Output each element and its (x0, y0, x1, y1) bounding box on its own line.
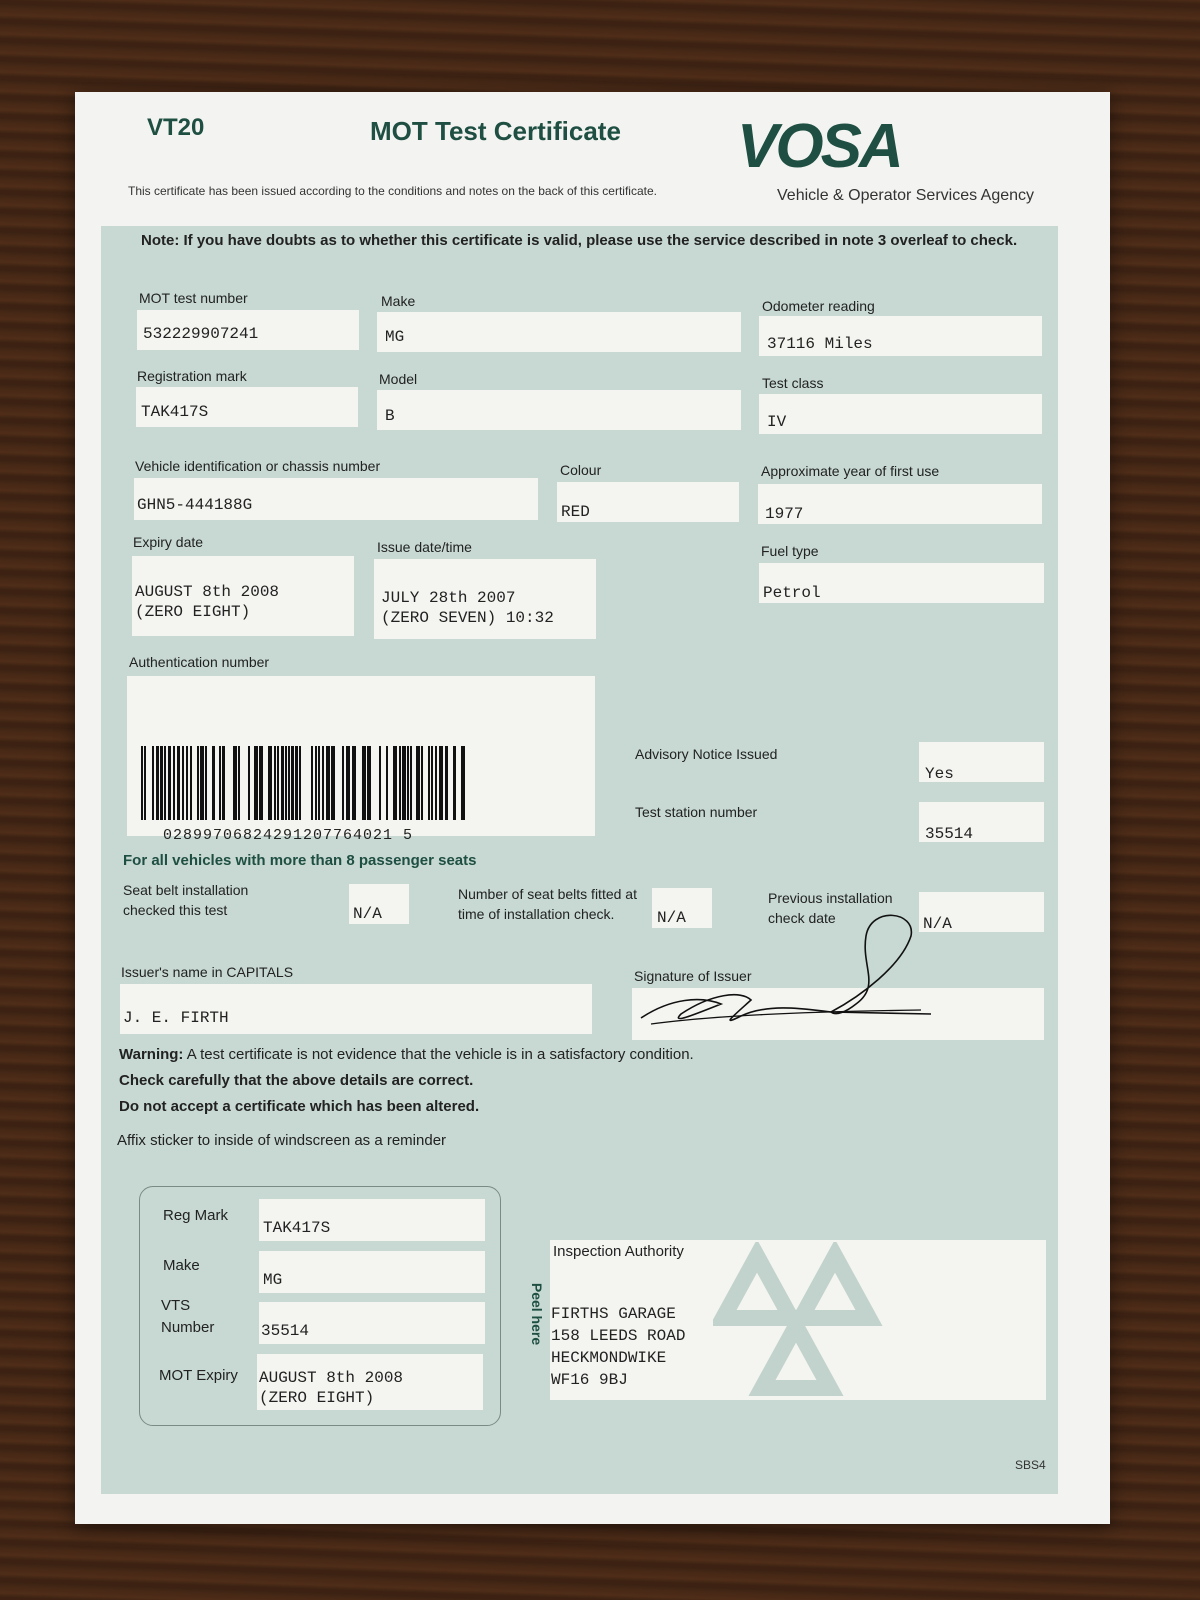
certificate-conditions-text: This certificate has been issued according to the conditions and notes on the back of this certificate. (128, 184, 657, 198)
barcode-bar (291, 746, 294, 820)
make-field (377, 312, 741, 352)
mot-test-number-label: MOT test number (139, 290, 248, 306)
barcode-number: 02899706824291207764021 5 (163, 827, 414, 844)
barcode-bar (197, 746, 199, 820)
issue-label: Issue date/time (377, 539, 472, 555)
authentication-barcode (141, 746, 471, 824)
sticker-reg-label: Reg Mark (163, 1207, 229, 1224)
colour-value: RED (561, 503, 590, 521)
barcode-bar (431, 746, 433, 820)
issuer-name-value: J. E. FIRTH (123, 1009, 229, 1027)
belts-fitted-value: N/A (657, 909, 686, 927)
test-station-label: Test station number (635, 804, 758, 820)
issuer-name-label: Issuer's name in CAPITALS (121, 964, 294, 980)
warning-text: A test certificate is not evidence that the vehicle is in a satisfactory condition. (186, 1046, 694, 1063)
inspection-line4: WF16 9BJ (551, 1371, 628, 1389)
barcode-bar (379, 746, 381, 820)
colour-label: Colour (560, 462, 602, 478)
barcode-bar (416, 746, 420, 820)
barcode-bar (461, 746, 465, 820)
model-label: Model (379, 371, 418, 387)
test-class-label: Test class (762, 375, 824, 391)
inspection-line2: 158 LEEDS ROAD (551, 1327, 686, 1345)
barcode-bar (428, 746, 430, 820)
barcode-bar (248, 746, 250, 820)
odometer-label: Odometer reading (762, 298, 875, 314)
test-class-value: IV (767, 413, 787, 431)
seat-belt-checked-value: N/A (353, 905, 382, 923)
barcode-bar (393, 746, 397, 820)
barcode-bar (259, 746, 263, 820)
barcode-bar (164, 746, 166, 820)
barcode-bar (190, 746, 192, 820)
odometer-value: 37116 Miles (767, 335, 873, 353)
test-class-field (759, 394, 1042, 434)
barcode-bar (186, 746, 188, 820)
vosa-logo: VOSA (737, 112, 901, 181)
expiry-line2: (ZERO EIGHT) (135, 603, 251, 621)
barcode-bar (315, 746, 317, 820)
barcode-bar (173, 746, 175, 820)
barcode-bar (410, 746, 412, 820)
barcode-bar (311, 746, 313, 820)
warning-line2: Check carefully that the above details are correct. (119, 1072, 474, 1089)
barcode-bar (254, 746, 258, 820)
registration-label: Registration mark (137, 368, 247, 384)
previous-check-value: N/A (923, 915, 952, 933)
previous-check-label-line2: check date (768, 910, 836, 926)
barcode-bar (177, 746, 180, 820)
barcode-bar (168, 746, 171, 820)
warning-lead: Warning: (119, 1046, 184, 1063)
barcode-bar (322, 746, 324, 820)
sticker-make-label: Make (163, 1257, 200, 1274)
certificate-panel (101, 226, 1058, 1494)
sticker-expiry-label: MOT Expiry (159, 1367, 238, 1384)
barcode-bar (160, 746, 163, 820)
sticker-make-field (259, 1251, 485, 1293)
barcode-bar (435, 746, 437, 820)
barcode-bar (342, 746, 344, 820)
barcode-bar (144, 746, 146, 820)
barcode-bar (288, 746, 290, 820)
barcode-bar (362, 746, 366, 820)
barcode-bar (205, 746, 207, 820)
make-value: MG (385, 328, 405, 346)
barcode-bar (281, 746, 284, 820)
model-value: B (385, 407, 395, 425)
barcode-bar (285, 746, 287, 820)
barcode-bar (200, 746, 204, 820)
sticker-vts-label-line2: Number (161, 1319, 215, 1336)
inspection-authority-label: Inspection Authority (553, 1243, 684, 1260)
model-field (377, 390, 741, 430)
barcode-bar (212, 746, 215, 820)
barcode-bar (222, 746, 225, 820)
barcode-bar (299, 746, 301, 820)
sticker-reg-value: TAK417S (263, 1219, 331, 1237)
form-footer-code: SBS4 (1015, 1458, 1046, 1472)
barcode-bar (141, 746, 143, 820)
barcode-bar (453, 746, 456, 820)
fuel-value: Petrol (763, 584, 821, 602)
expiry-label: Expiry date (133, 534, 204, 550)
validity-note: Note: If you have doubts as to whether this certificate is valid, please use the service described in note 3 overleaf to check. (141, 232, 1018, 249)
mot-test-number-value: 532229907241 (143, 325, 259, 343)
barcode-bar (318, 746, 320, 820)
authentication-label: Authentication number (129, 654, 270, 670)
signature-label: Signature of Issuer (634, 968, 752, 984)
mot-certificate (75, 92, 1110, 1524)
sticker-expiry-line2: (ZERO EIGHT) (259, 1389, 375, 1407)
barcode-bar (219, 746, 221, 820)
first-use-value: 1977 (765, 505, 804, 523)
barcode-bar (445, 746, 448, 820)
barcode-bar (331, 746, 335, 820)
sticker-make-value: MG (263, 1271, 283, 1289)
agency-name: Vehicle & Operator Services Agency (777, 187, 1035, 204)
barcode-bar (277, 746, 279, 820)
advisory-label: Advisory Notice Issued (635, 746, 778, 762)
sticker-expiry-line1: AUGUST 8th 2008 (259, 1369, 404, 1387)
warning-line3: Do not accept a certificate which has been altered. (119, 1098, 480, 1115)
barcode-bar (295, 746, 298, 820)
belts-fitted-label-line1: Number of seat belts fitted at (458, 886, 637, 902)
barcode-bar (439, 746, 443, 820)
peel-here-label: Peel here (529, 1282, 545, 1346)
first-use-label: Approximate year of first use (761, 463, 940, 479)
barcode-bar (326, 746, 330, 820)
advisory-value: Yes (925, 765, 954, 783)
barcode-bar (268, 746, 272, 820)
issuer-signature (631, 906, 951, 1046)
previous-check-label-line1: Previous installation (768, 890, 893, 906)
barcode-bar (238, 746, 240, 820)
registration-value: TAK417S (141, 403, 209, 421)
inspection-line3: HECKMONDWIKE (551, 1349, 667, 1367)
form-code: VT20 (147, 114, 205, 141)
test-station-value: 35514 (925, 825, 974, 843)
barcode-bar (421, 746, 423, 820)
expiry-line1: AUGUST 8th 2008 (135, 583, 280, 601)
inspection-line1: FIRTHS GARAGE (551, 1305, 676, 1323)
barcode-bar (156, 746, 159, 820)
page-title: MOT Test Certificate (370, 116, 621, 146)
barcode-bar (367, 746, 371, 820)
triple-triangle-mot-icon (713, 1242, 883, 1398)
vin-label: Vehicle identification or chassis number (135, 458, 381, 474)
barcode-bar (182, 746, 184, 820)
passenger-heading: For all vehicles with more than 8 passenger seats (123, 852, 477, 869)
barcode-bar (402, 746, 406, 820)
barcode-bar (386, 746, 388, 820)
barcode-bar (233, 746, 237, 820)
issue-line2: (ZERO SEVEN) 10:32 (381, 609, 554, 627)
warning-line1 (119, 1046, 694, 1063)
seat-belt-checked-label-line1: Seat belt installation (123, 882, 249, 898)
fuel-label: Fuel type (761, 543, 819, 559)
sticker-vts-value: 35514 (261, 1322, 310, 1340)
seat-belt-checked-label-line2: checked this test (123, 902, 228, 918)
barcode-bar (407, 746, 409, 820)
belts-fitted-label-line2: time of installation check. (458, 906, 615, 922)
barcode-bar (274, 746, 276, 820)
issue-line1: JULY 28th 2007 (381, 589, 516, 607)
barcode-bar (346, 746, 350, 820)
barcode-bar (399, 746, 401, 820)
vin-value: GHN5-444188G (137, 496, 253, 514)
barcode-bar (152, 746, 154, 820)
make-label: Make (381, 293, 416, 309)
sticker-vts-label-line1: VTS (161, 1297, 191, 1314)
barcode-bar (352, 746, 356, 820)
affix-instruction: Affix sticker to inside of windscreen as a reminder (117, 1132, 447, 1149)
